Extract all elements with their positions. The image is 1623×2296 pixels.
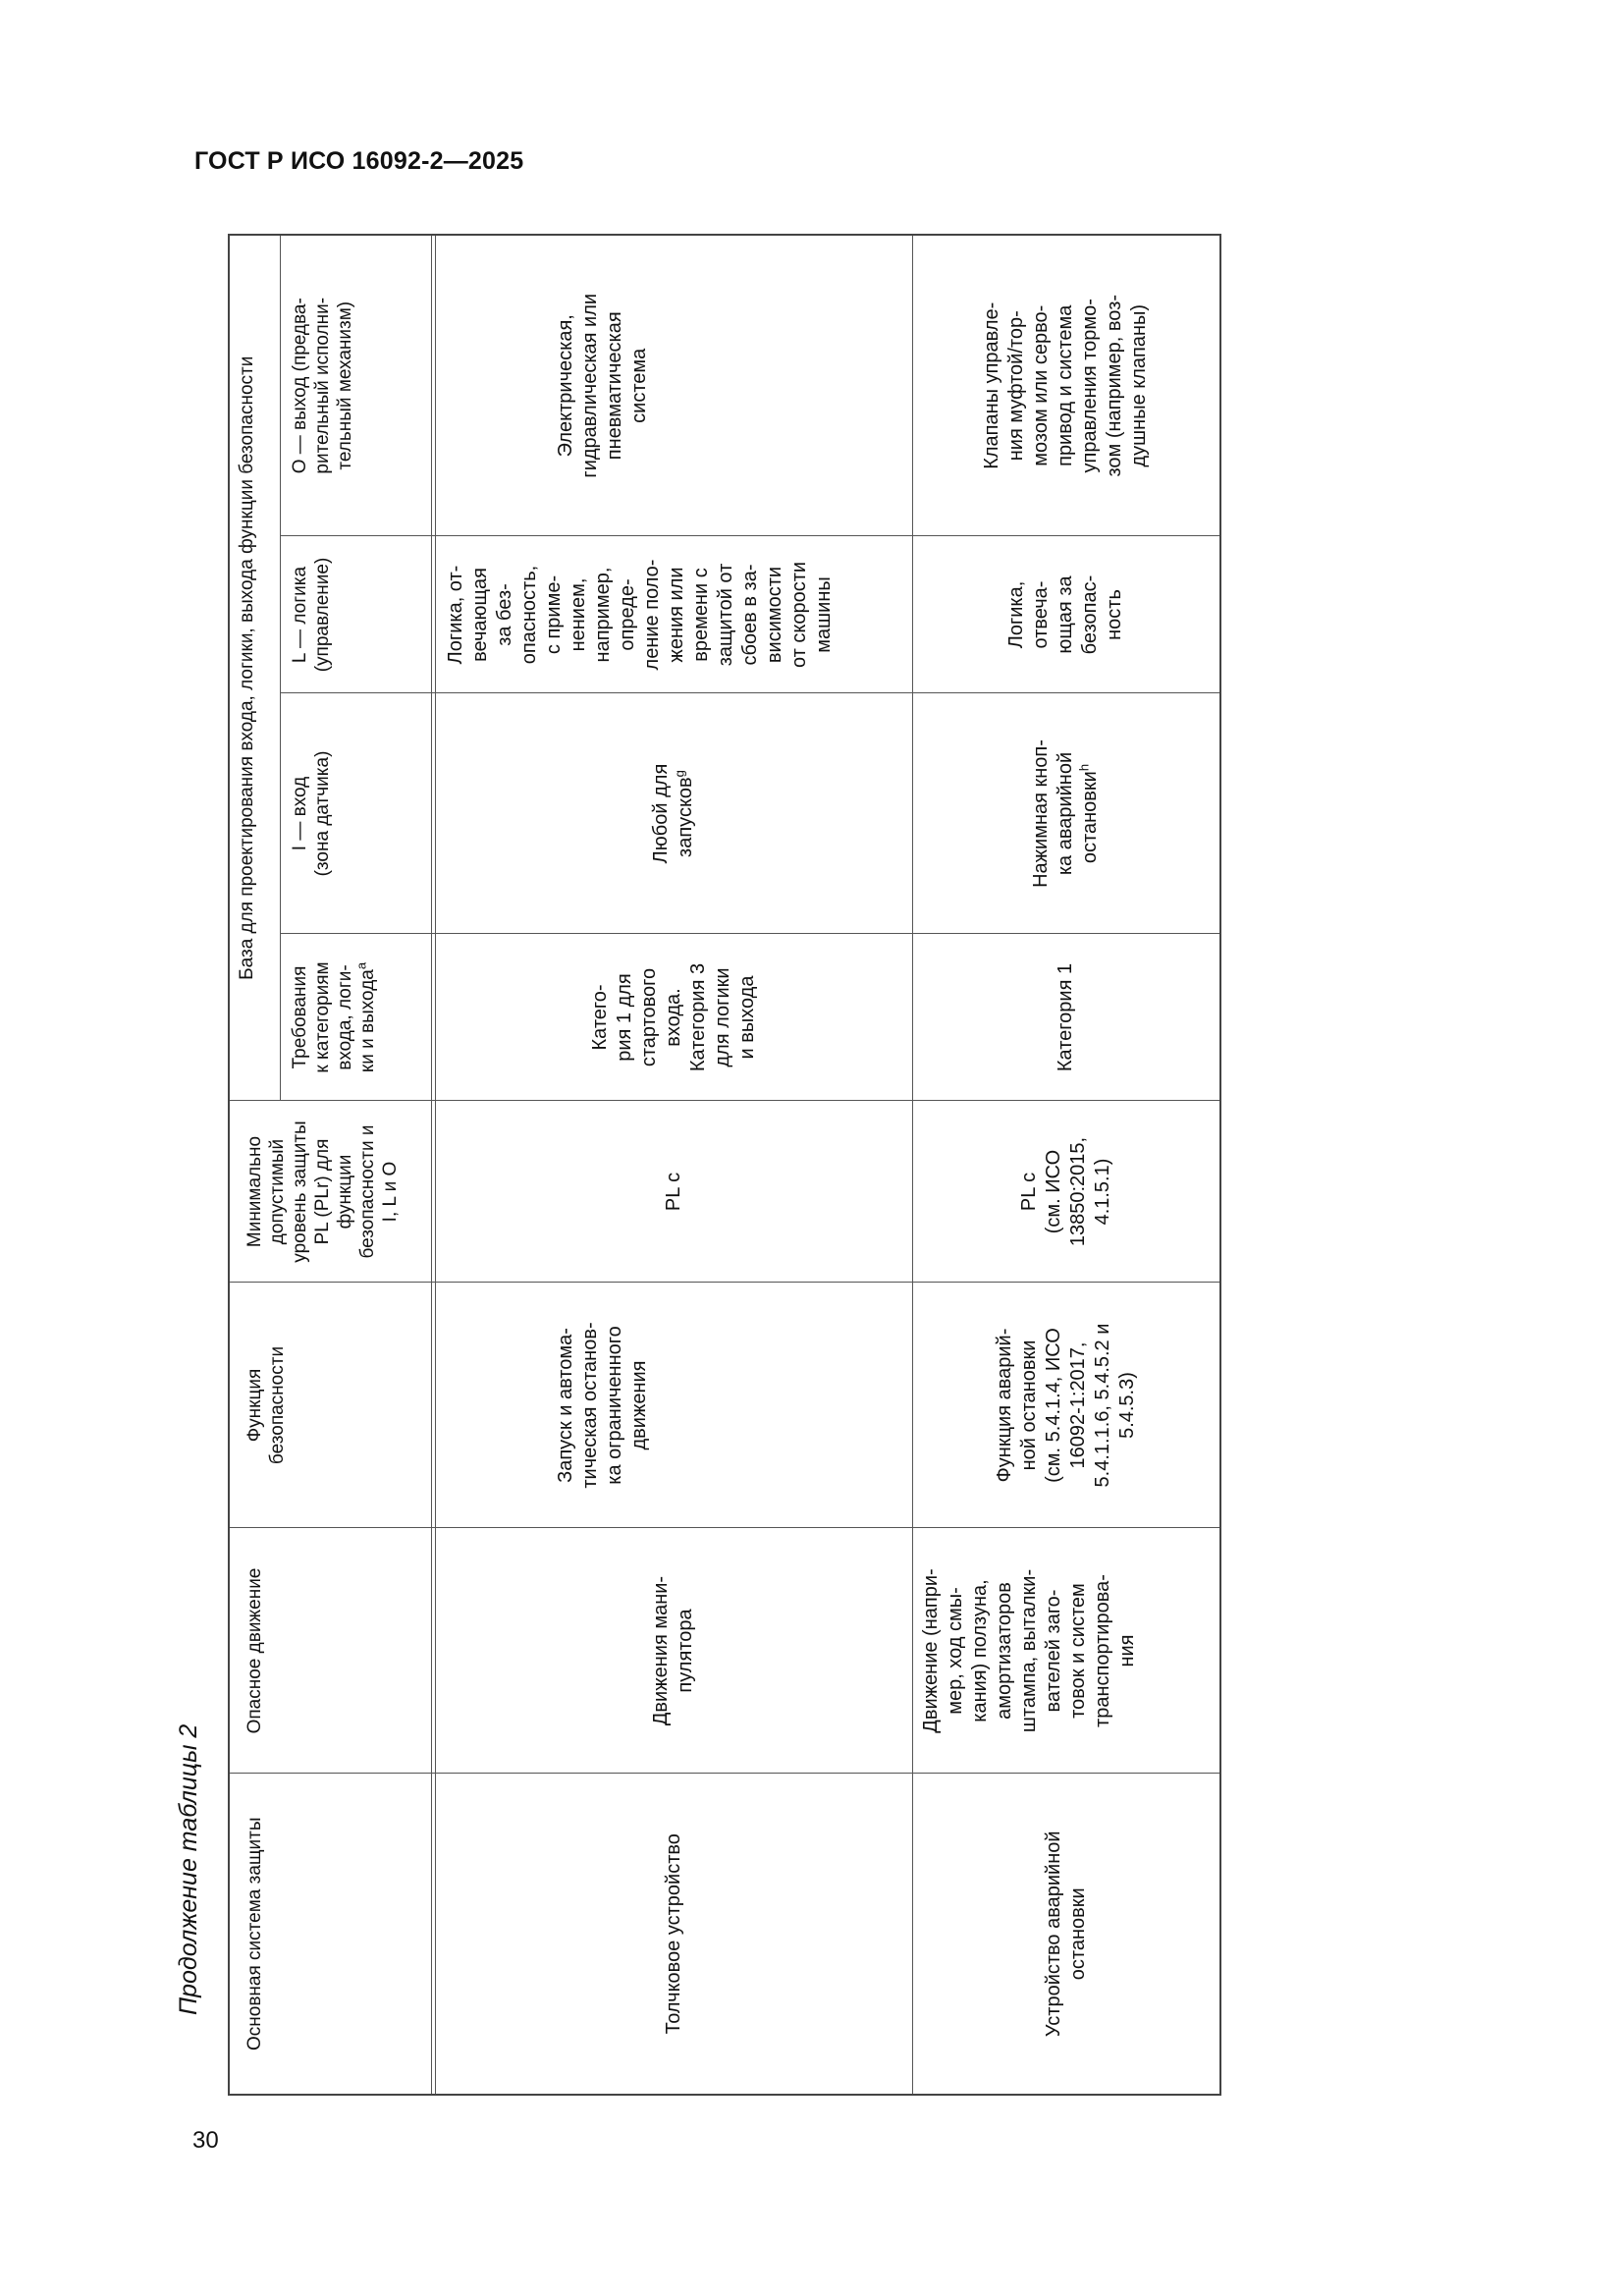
col-header-input: I — вход (зона датчика) — [281, 693, 431, 934]
cell-input — [912, 693, 1220, 934]
cell-plr: PL c — [435, 1101, 912, 1283]
col-header-design-basis: База для проектирования входа, логики, выхода функции безопасности — [229, 235, 281, 1101]
footnote-a: a — [353, 961, 369, 970]
cell-function: Функция аварий- ной остановки (см. 5.4.1.4, ИСО 16092-1:2017, 5.4.1.1.6, 5.4.5.2 и 5.4.5.3) — [912, 1283, 1220, 1528]
col-header-protection-system: Основная система защиты — [229, 1774, 431, 2095]
document-header: ГОСТ Р ИСО 16092-2—2025 — [194, 147, 524, 175]
cell-input — [435, 693, 912, 934]
cell-logic: Логика, от- вечающая за без- опасность, с приме- нением, например, опреде- ление поло- жения или времени с защитой от сбоев в за- висимости от скорости машины — [435, 536, 912, 693]
page-number: 30 — [192, 2127, 219, 2154]
cell-category: Категория 1 — [912, 934, 1220, 1101]
cell-system: Толчковое устройство — [435, 1774, 912, 2095]
col-header-performance-level: Минимально допустимый уровень защиты PL (PLr) для функции безопасности и I, L и O — [229, 1101, 431, 1283]
cell-logic: Логика, отвеча- ющая за безопас- ность — [912, 536, 1220, 693]
table-row — [912, 235, 1220, 2095]
cell-function: Запуск и автома- тическая останов- ка ограниченного движения — [435, 1283, 912, 1528]
cell-hazard: Движение (напри- мер, ход смы- кания) ползуна, амортизаторов штампа, выталки- вателей заго- товок и систем транспортирова- ния — [912, 1528, 1220, 1774]
table-caption: Продолжение таблицы 2 — [175, 1723, 202, 2015]
footnote-g: g — [672, 770, 687, 778]
cell-output: Клапаны управле- ния муфтой/тор- мозом или серво- привод и система управления тормо- зом (например, воз- душные клапаны) — [912, 235, 1220, 536]
col-header-category-requirements — [281, 934, 431, 1101]
col-header-logic: L — логика (управление) — [281, 536, 431, 693]
footnote-h: h — [1076, 763, 1092, 772]
col-header-output: O — выход (предва- рительный исполни- тельный механизм) — [281, 235, 431, 536]
cell-system: Устройство аварийной остановки — [912, 1774, 1220, 2095]
cell-hazard: Движения мани- пулятора — [435, 1528, 912, 1774]
input-text: Любой для запусков — [650, 763, 697, 864]
rotated-table-container — [228, 236, 1221, 2096]
col-header-safety-function: Функция безопасности — [229, 1283, 431, 1528]
safety-requirements-table — [228, 234, 1221, 2096]
col-header-hazardous-motion: Опасное движение — [229, 1528, 431, 1774]
cell-plr: PL c (см. ИСО 13850:2015, 4.1.5.1) — [912, 1101, 1220, 1283]
input-text: Нажимная кноп- ка аварийной остановки — [1030, 739, 1102, 888]
cell-output: Электрическая, гидравлическая или пневматическая система — [435, 235, 912, 536]
cell-category: Катего- рия 1 для стартового входа. Категория 3 для логики и выхода — [435, 934, 912, 1101]
table-row — [435, 235, 912, 2095]
category-requirements-text: Требования к категориям входа, логи- ки и выхода — [290, 961, 379, 1073]
